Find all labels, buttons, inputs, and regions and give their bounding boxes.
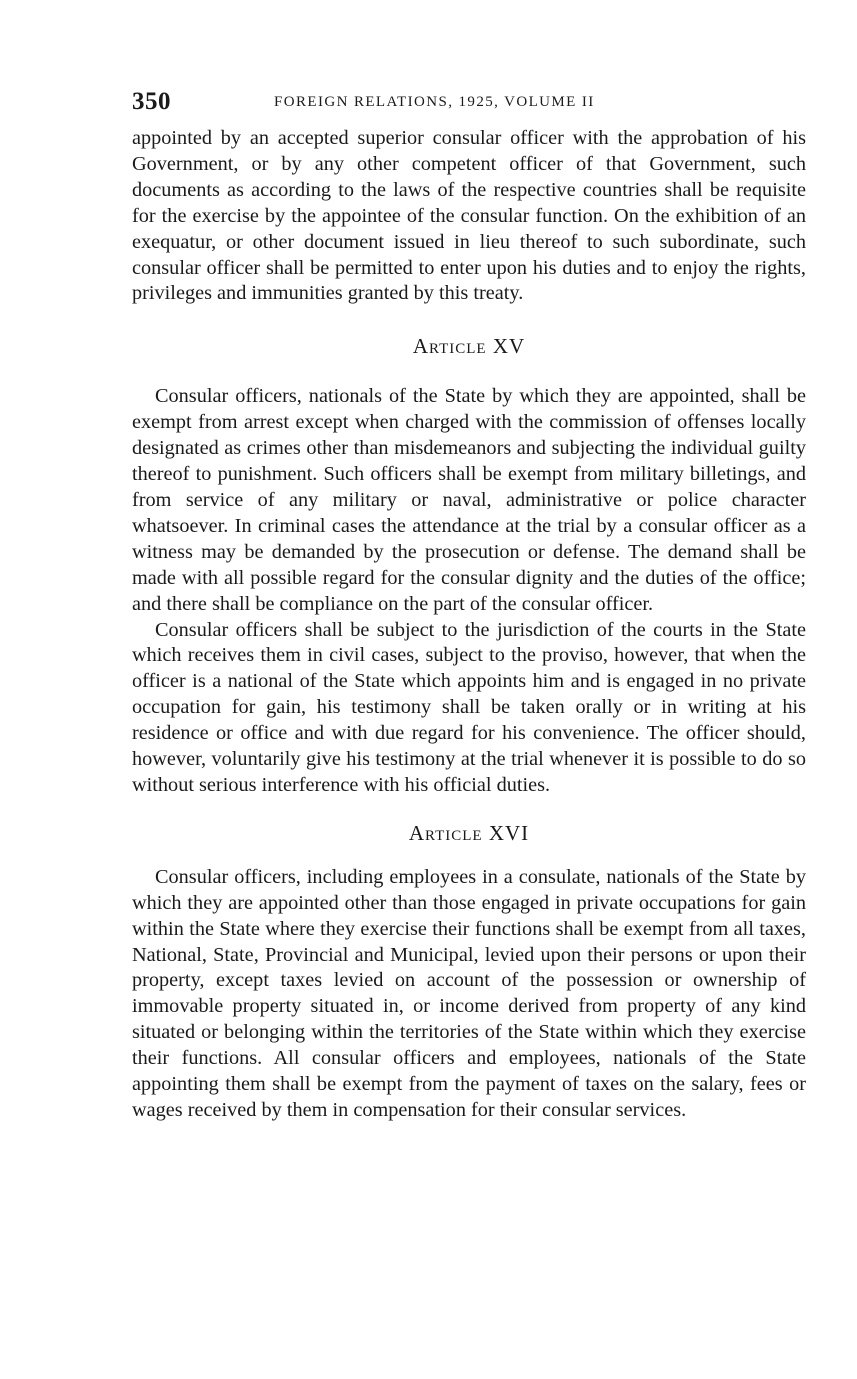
document-page	[132, 88, 806, 1124]
article-xvi-heading: Article XVI	[408, 820, 530, 845]
continuation-paragraph: appointed by an accepted superior consular officer with the approbation of his Government, or by any other competent officer of that Government, such documents as according to the laws of the respective countries shall be requisite for the exercise by the appointee of the consular function. On the exhibition of an exequatur, or other document issued in lieu thereof to such subordinate, such consular officer shall be permitted to enter upon his duties and to enjoy the rights, privileges and immunities granted by this treaty.	[132, 127, 806, 305]
page-number: 350	[132, 88, 171, 115]
article-xv-paragraph-1: Consular officers, nationals of the State by which they are appointed, shall be exempt from arrest except when charged with the commission of offenses locally designated as crimes other than misdemeanors and subjecting the individual guilty thereof to punishment. Such officers shall be exempt from military billetings, and from service of any military or naval, administrative or police character whatsoever. In criminal cases the attendance at the trial by a consular officer as a witness may be demanded by the prosecution or defense. The demand shall be made with all possible regard for the consular dignity and the duties of the office; and there shall be compliance on the part of the consular officer.	[132, 385, 806, 615]
article-xvi-paragraph-1: Consular officers, including employees in a consulate, nationals of the State by which they are appointed other than those engaged in private occupations for gain within the State where they exercise their functions shall be exempt from all taxes, National, State, Provincial and Municipal, levied upon their persons or upon their property, except taxes levied on account of the possession or ownership of immovable property situated in, or income derived from property of any kind situated or belonging within the territories of the State within which they exercise their functions. All consular officers and employees, nationals of the State appointing them shall be exempt from the payment of taxes on the salary, fees or wages received by them in compensation for their consular services.	[132, 865, 806, 1121]
article-xv-paragraph-2: Consular officers shall be subject to the jurisdiction of the courts in the State which receives them in civil cases, subject to the proviso, however, that when the officer is a national of the State which appoints him and is engaged in no private occupation for gain, his testimony shall be taken orally or in writing at his residence or office and with due regard for his convenience. The officer should, however, voluntarily give his testimony at the trial whenever it is possible to do so without serious interference with his official duties.	[132, 618, 806, 796]
running-header	[132, 88, 806, 122]
article-xv-heading: Article XV	[412, 334, 526, 359]
running-title: FOREIGN RELATIONS, 1925, VOLUME II	[274, 94, 595, 110]
